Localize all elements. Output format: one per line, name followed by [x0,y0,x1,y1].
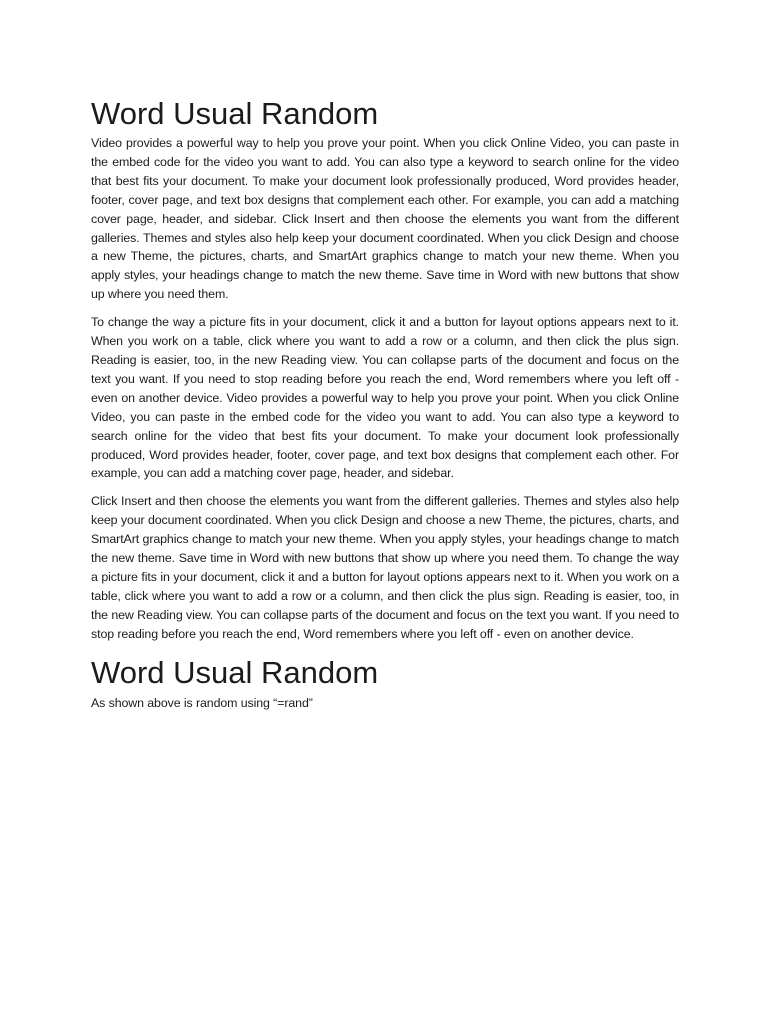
section-2-heading: Word Usual Random [91,654,379,690]
rand-note: As shown above is random using “=rand” [91,695,313,710]
section-2 [91,653,679,713]
paragraph-1: Video provides a powerful way to help you prove your point. When you click Online Video, you can paste in the embed code for the video you want to add. You can also type a keyword to search online for the video that best fits your document. To make your document look professionally produced, Word provides header, footer, cover page, and text box designs that complement each other. For example, you can add a matching cover page, header, and sidebar. Click Insert and then choose the elements you want from the different galleries. Themes and styles also help keep your document coordinated. When you click Design and choose a new Theme, the pictures, charts, and SmartArt graphics change to match your new theme. When you apply styles, your headings change to match the new theme. Save time in Word with new buttons that show up where you need them. [91,136,679,302]
paragraph-2: To change the way a picture fits in your document, click it and a button for layout options appears next to it. When you work on a table, click where you want to add a row or a column, and then click the plus sign. Reading is easier, too, in the new Reading view. You can collapse parts of the document and focus on the text you want. If you need to stop reading before you reach the end, Word remembers where you left off - even on another device. Video provides a powerful way to help you prove your point. When you click Online Video, you can paste in the embed code for the video you want to add. You can also type a keyword to search online for the video that best fits your document. To make your document look professionally produced, Word provides header, footer, cover page, and text box designs that complement each other. For example, you can add a matching cover page, header, and sidebar. [91,315,679,481]
section-1 [91,94,679,644]
paragraph-3: Click Insert and then choose the elements you want from the different galleries. Themes and styles also help keep your document coordinated. When you click Design and choose a new Theme, the pictures, charts, and SmartArt graphics change to match your new theme. When you apply styles, your headings change to match the new theme. Save time in Word with new buttons that show up where you need them. To change the way a picture fits in your document, click it and a button for layout options appears next to it. When you work on a table, click where you want to add a row or a column, and then click the plus sign. Reading is easier, too, in the new Reading view. You can collapse parts of the document and focus on the text you want. If you need to stop reading before you reach the end, Word remembers where you left off - even on another device. [91,494,679,641]
section-1-heading: Word Usual Random [91,96,379,131]
document-content [91,94,679,712]
